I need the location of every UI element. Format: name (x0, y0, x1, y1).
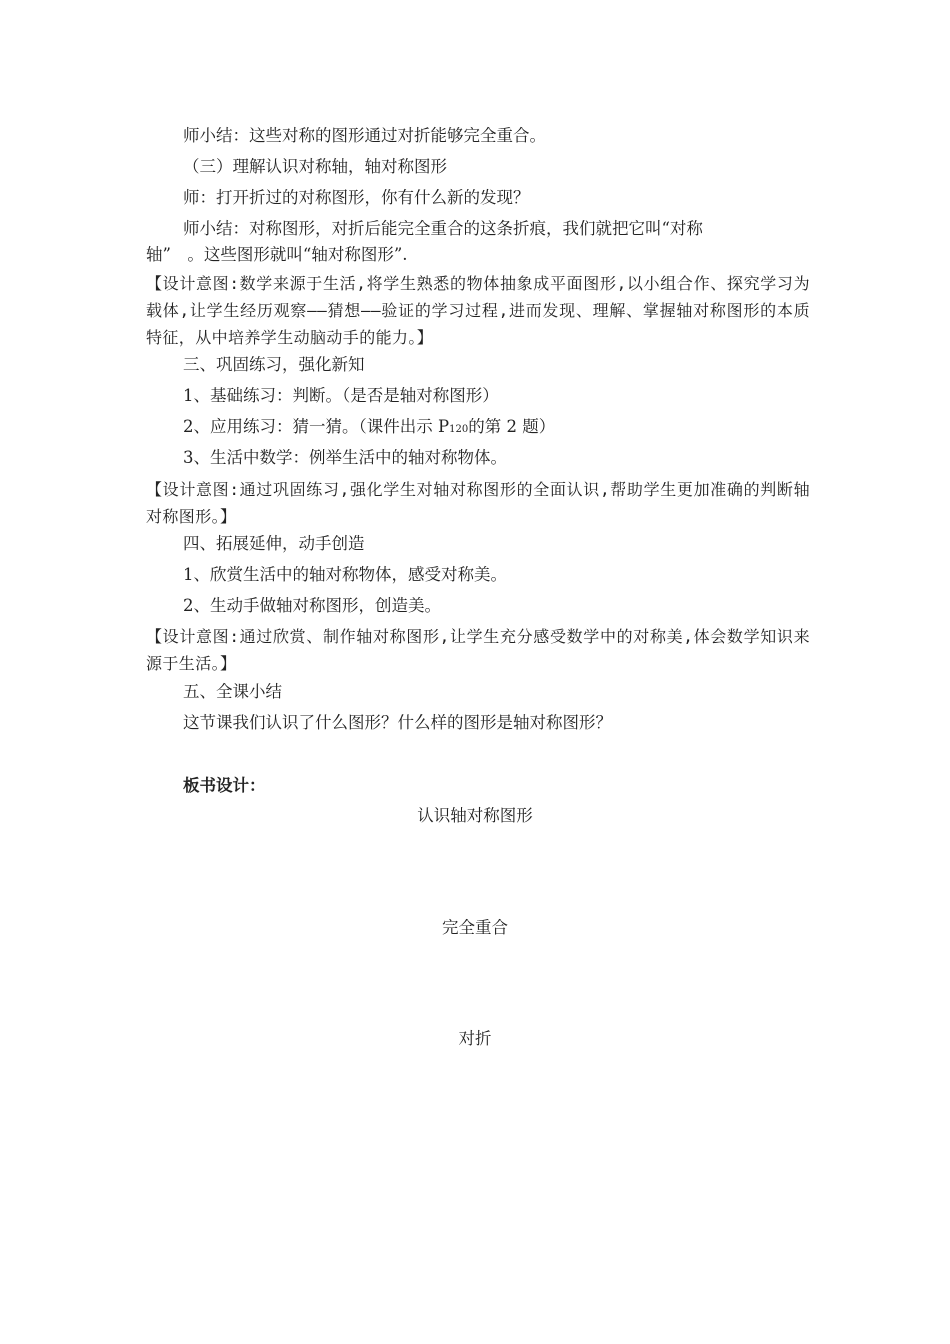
teacher-summary-2-line1: 师小结：对称图形，对折后能完全重合的这条折痕，我们就把它叫“对称 (183, 219, 703, 238)
section-heading-summary: 五、全课小结 (183, 682, 282, 701)
section-heading-understand-axis: （三）理解认识对称轴，轴对称图形 (183, 157, 447, 176)
summary-question: 这节课我们认识了什么图形？什么样的图形是轴对称图形？ (183, 713, 612, 732)
page-number-subscript: 120 (449, 424, 469, 435)
board-item-complete-overlap: 完全重合 (442, 918, 508, 937)
practice-item-life: 3、生活中数学：例举生活中的轴对称物体。 (183, 448, 507, 467)
design-intent-note-1: 【设计意图:数学来源于生活,将学生熟悉的物体抽象成平面图形,以小组合作、探究学习为载体,让学生经历观察——猜想——验证的学习过程,进而发现、理解、掌握轴对称图形的本质特征，从中培养学生动脑动手的能力。】 (146, 274, 810, 347)
board-item-fold: 对折 (458, 1029, 492, 1048)
design-intent-note-3: 【设计意图:通过欣赏、制作轴对称图形,让学生充分感受数学中的对称美,体会数学知识来源于生活。】 (146, 627, 810, 673)
teacher-summary-1: 师小结：这些对称的图形通过对折能够完全重合。 (183, 126, 546, 145)
practice-item-application-post: 的第 2 题） (468, 417, 556, 436)
practice-item-application-pre: 2、应用练习：猜一猜。（课件出示 P (183, 417, 450, 436)
extension-item-appreciate: 1、欣赏生活中的轴对称物体，感受对称美。 (183, 565, 507, 584)
section-heading-practice: 三、巩固练习，强化新知 (183, 355, 365, 374)
extension-item-make: 2、生动手做轴对称图形，创造美。 (183, 596, 441, 615)
practice-item-basic: 1、基础练习：判断。（是否是轴对称图形） (183, 386, 499, 405)
teacher-summary-2-line2: 轴” 。这些图形就叫“轴对称图形”. (146, 245, 408, 264)
teacher-question: 师：打开折过的对称图形，你有什么新的发现？ (183, 188, 530, 207)
design-intent-note-2: 【设计意图:通过巩固练习,强化学生对轴对称图形的全面认识,帮助学生更加准确的判断轴对称图形。】 (146, 480, 810, 526)
practice-item-application (183, 412, 847, 445)
section-heading-extension: 四、拓展延伸，动手创造 (183, 534, 365, 553)
board-design-heading: 板书设计： (183, 776, 266, 795)
board-title: 认识轴对称图形 (417, 806, 533, 825)
